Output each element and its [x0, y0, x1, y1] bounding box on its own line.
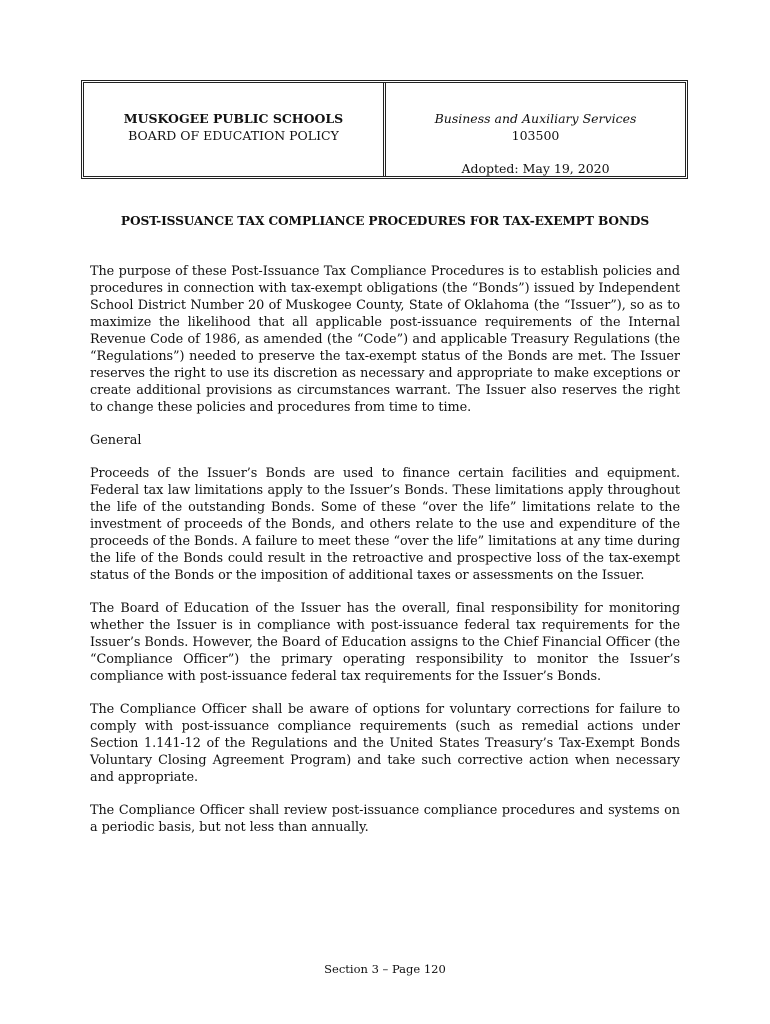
policy-header-box	[81, 80, 688, 179]
options-paragraph: The Compliance Officer shall be aware of options for voluntary corrections for failure to comply with post-issuance compliance requirements (such as remedial actions under Section 1.141-12 of the Regulations and the United States Treasury’s Tax-Exempt Bonds Voluntary Closing Agreement Program) and take such corrective action when necessary and appropriate.	[90, 702, 680, 785]
page-footer: Section 3 – Page 120	[324, 962, 446, 976]
header-right-cell	[386, 83, 685, 176]
board-paragraph: The Board of Education of the Issuer has the overall, final responsibility for monitoring whether the Issuer is in compliance with post-issuance federal tax requirements for the Issuer’s Bonds. However, the Board of Education assigns to the Chief Financial Officer (the “Compliance Officer”) the primary operating responsibility to monitor the Issuer’s compliance with post-issuance federal tax requirements for the Issuer’s Bonds.	[90, 601, 680, 684]
policy-category: Business and Auxiliary Services	[434, 111, 637, 126]
header-left-cell	[84, 83, 386, 176]
proceeds-paragraph: Proceeds of the Issuer’s Bonds are used to finance certain facilities and equipment. Federal tax law limitations apply to the Issuer’s Bonds. These limitations apply throughout the life of the outstanding Bonds. Some of these “over the life” limitations relate to the investment of proceeds of the Bonds, and others relate to the use and expenditure of the proceeds of the Bonds. A failure to meet these “over the life” limitations at any time during the life of the Bonds could result in the retroactive and prospective loss of the tax-exempt status of the Bonds or the imposition of additional taxes or assessments on the Issuer.	[90, 466, 680, 583]
policy-label: BOARD OF EDUCATION POLICY	[128, 128, 339, 143]
review-paragraph: The Compliance Officer shall review post-issuance compliance procedures and systems on a periodic basis, but not less than annually.	[90, 803, 680, 835]
intro-paragraph: The purpose of these Post-Issuance Tax Compliance Procedures is to establish policies and procedures in connection with tax-exempt obligations (the “Bonds”) issued by Independent School District Number 20 of Muskogee County, State of Oklahoma (the “Issuer”), so as to maximize the likelihood that all applicable post-issuance requirements of the Internal Revenue Code of 1986, as amended (the “Code”) and applicable Treasury Regulations (the “Regulations”) needed to preserve the tax-exempt status of the Bonds are met. The Issuer reserves the right to use its discretion as necessary and appropriate to make exceptions or create additional provisions as circumstances warrant. The Issuer also reserves the right to change these policies and procedures from time to time.	[90, 264, 680, 415]
section-heading-general: General	[90, 433, 142, 448]
document-title: POST-ISSUANCE TAX COMPLIANCE PROCEDURES FOR TAX-EXEMPT BONDS	[120, 214, 650, 228]
document-body	[90, 263, 680, 852]
adopted-date: Adopted: May 19, 2020	[461, 161, 610, 176]
policy-number: 103500	[511, 128, 560, 143]
org-name: MUSKOGEE PUBLIC SCHOOLS	[123, 111, 344, 126]
